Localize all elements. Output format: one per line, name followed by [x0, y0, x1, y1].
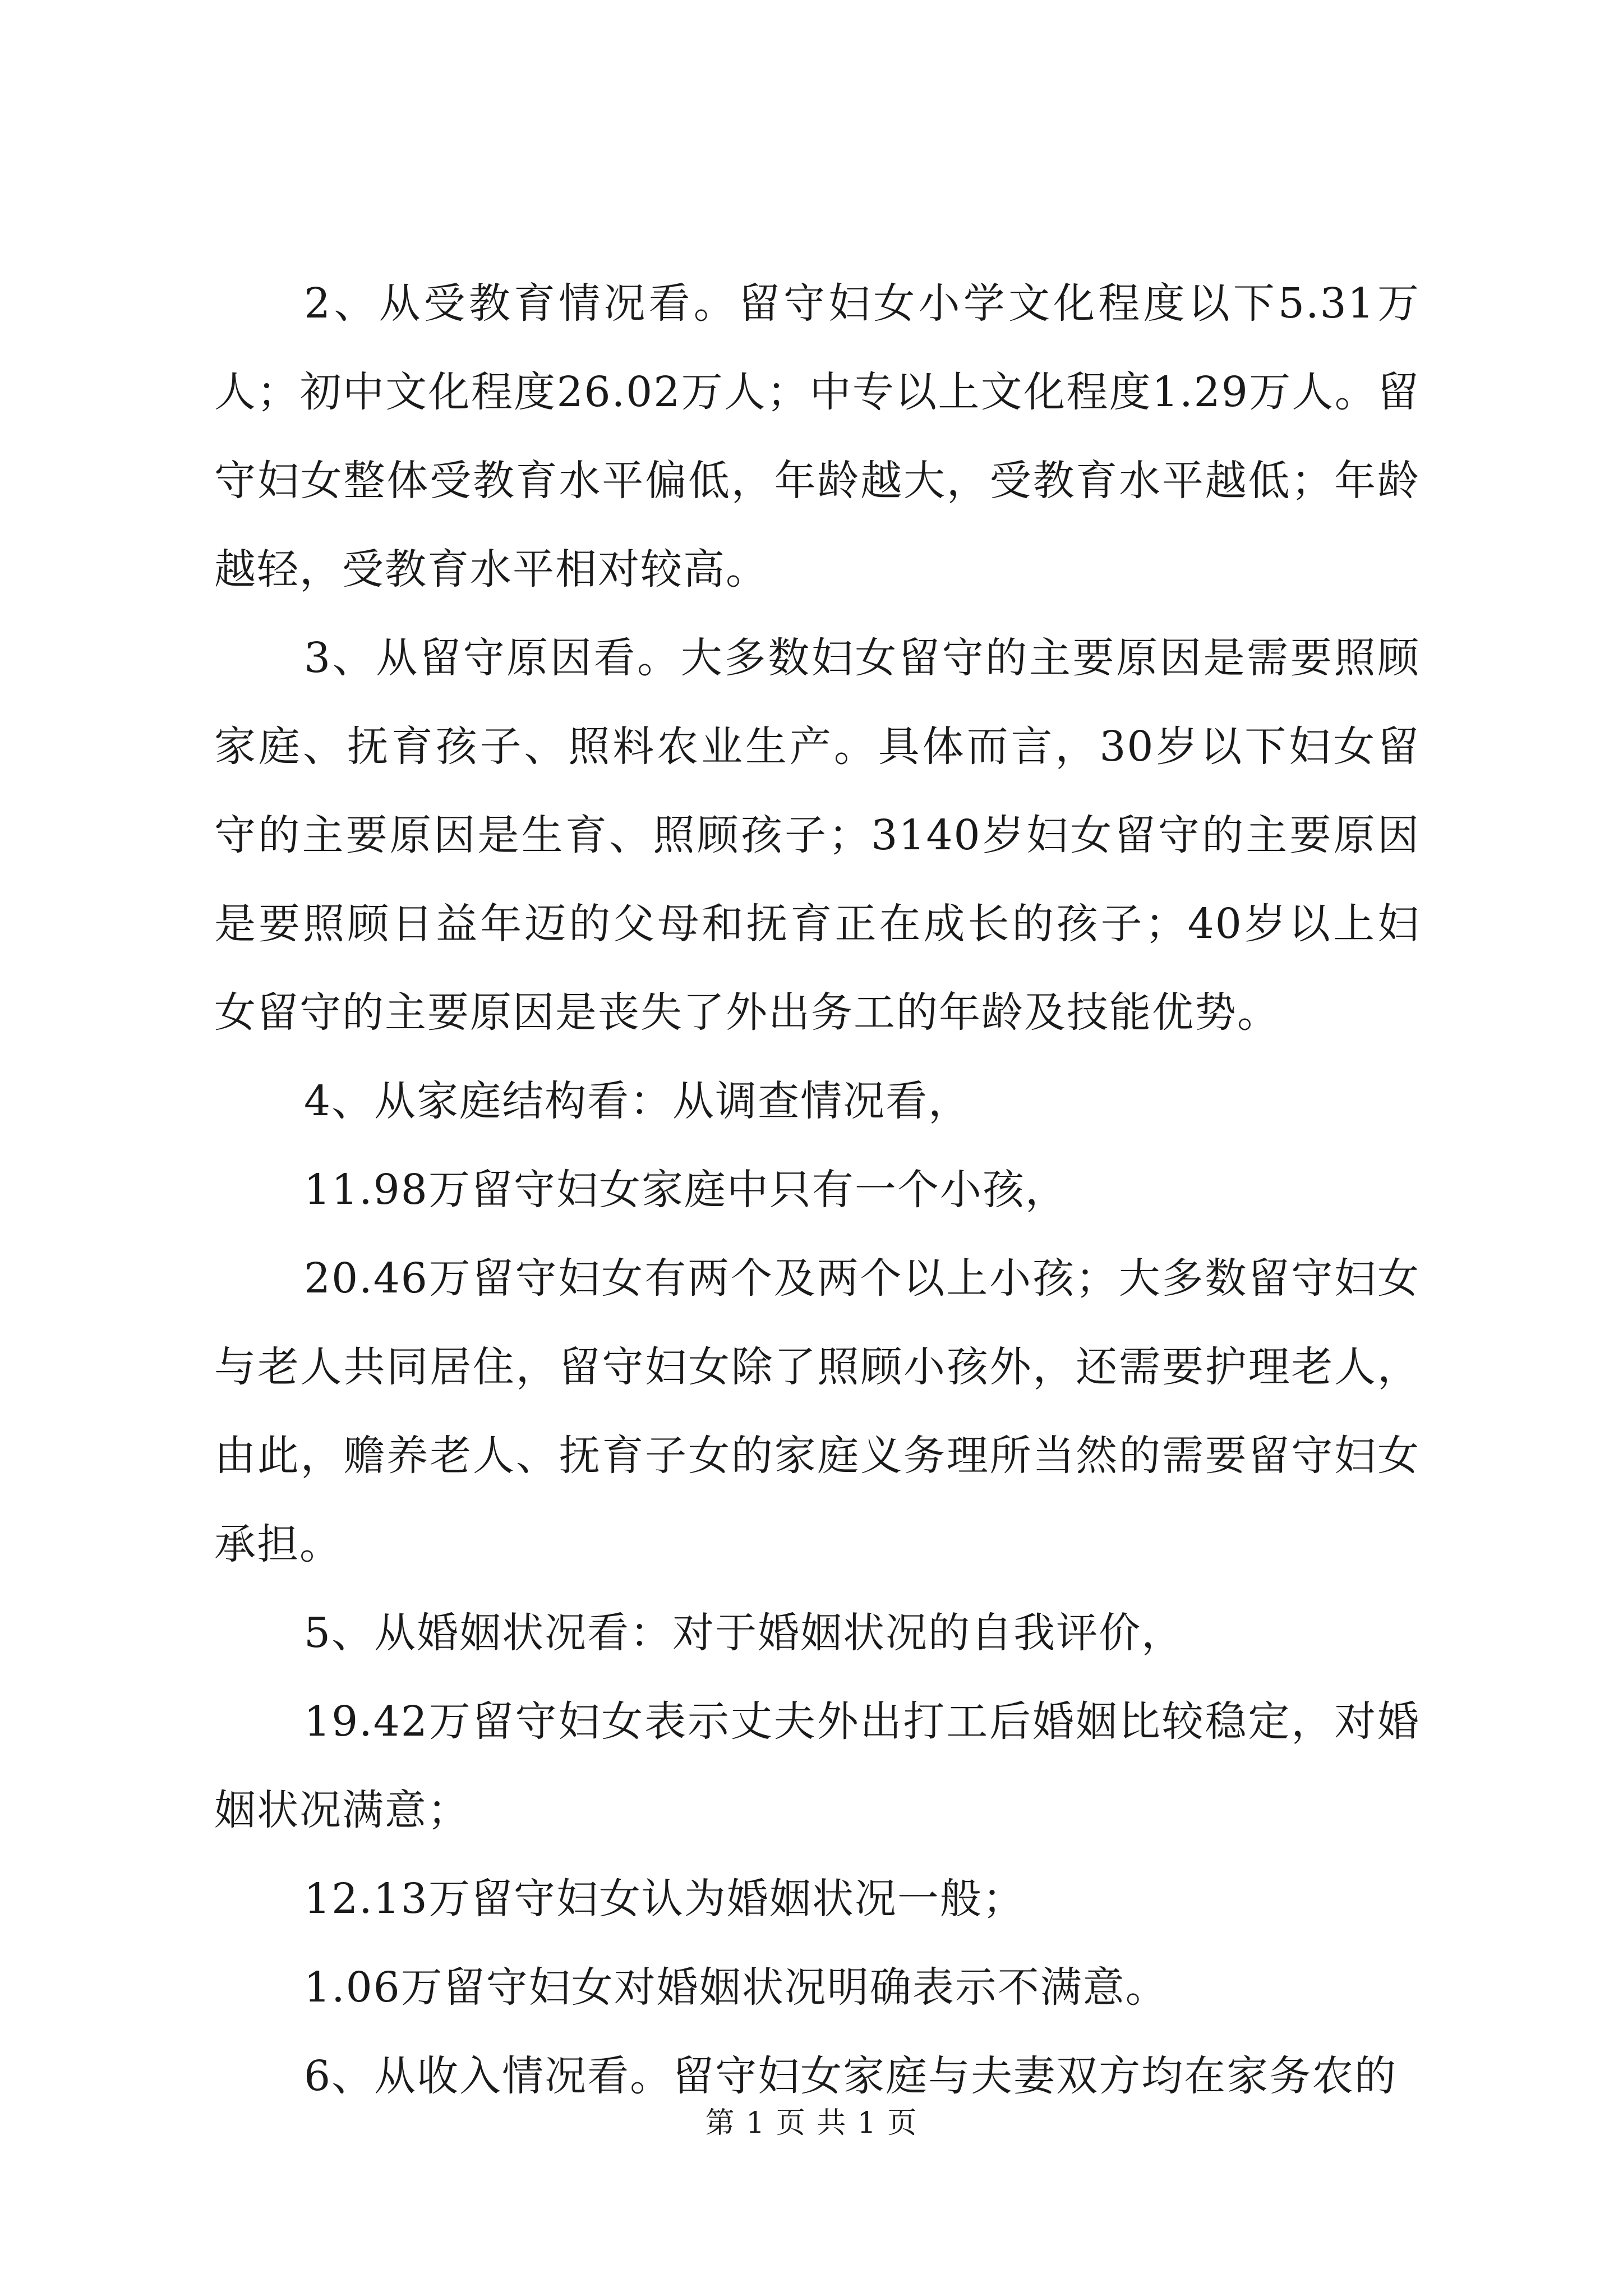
paragraph-education: 2、从受教育情况看。留守妇女小学文化程度以下5.31万人；初中文化程度26.02万人；中专以上文化程度1.29万人。留守妇女整体受教育水平偏低，年龄越大，受教育水平越低；年龄越轻，受教育水平相对较高。: [214, 279, 1421, 593]
paragraph-marriage-satisfied: 19.42万留守妇女表示丈夫外出打工后婚姻比较稳定，对婚姻状况满意；: [214, 1697, 1420, 1834]
paragraph-marriage-average: 12.13万留守妇女认为婚姻状况一般；: [304, 1875, 1025, 1923]
paragraph-family-structure: 4、从家庭结构看：从调查情况看，: [304, 1077, 971, 1125]
document-body: [214, 259, 1420, 2120]
page-number-footer: 第 1 页 共 1 页: [705, 2106, 918, 2140]
paragraph-marriage: 5、从婚姻状况看：对于婚姻状况的自我评价，: [304, 1609, 1184, 1657]
paragraph-one-child: 11.98万留守妇女家庭中只有一个小孩，: [304, 1166, 1068, 1214]
paragraph-reasons: 3、从留守原因看。大多数妇女留守的主要原因是需要照顾家庭、抚育孩子、照料农业生产。具体而言，30岁以下妇女留守的主要原因是生育、照顾孩子；3140岁妇女留守的主要原因是要照顾日益年迈的父母和抚育正在成长的孩子；40岁以上妇女留守的主要原因是丧失了外出务工的年龄及技能优势。: [214, 634, 1420, 1037]
paragraph-income: 6、从收入情况看。留守妇女家庭与夫妻双方均在家务农的: [304, 2052, 1398, 2100]
paragraph-two-children: 20.46万留守妇女有两个及两个以上小孩；大多数留守妇女与老人共同居住，留守妇女除了照顾小孩外，还需要护理老人，由此，赡养老人、抚育子女的家庭义务理所当然的需要留守妇女承担。: [214, 1254, 1420, 1568]
paragraph-marriage-unsatisfied: 1.06万留守妇女对婚姻状况明确表示不满意。: [304, 1963, 1168, 2012]
